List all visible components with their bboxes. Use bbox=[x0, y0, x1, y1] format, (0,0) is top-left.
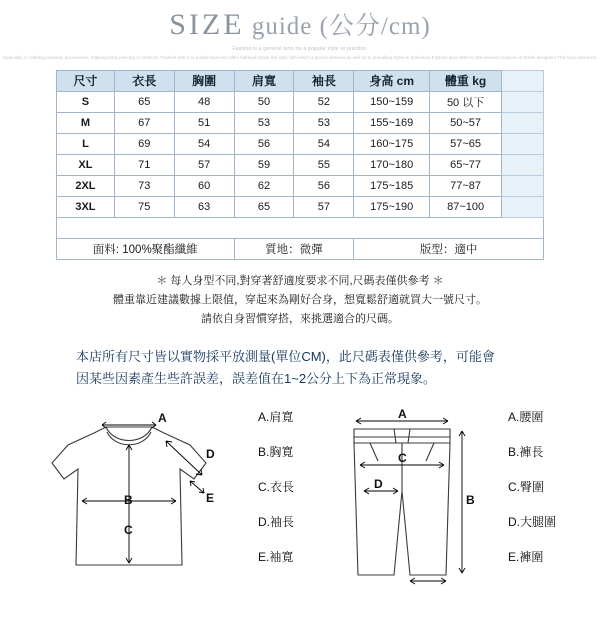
page-header bbox=[0, 0, 600, 62]
size-table-wrapper bbox=[56, 70, 544, 260]
cell-shoulder: 59 bbox=[234, 154, 294, 175]
cell-blank bbox=[502, 91, 544, 112]
th-height: 身高 cm bbox=[354, 70, 430, 91]
shirt-legend-d: D.袖長 bbox=[258, 515, 295, 529]
cell-bust: 63 bbox=[174, 196, 234, 217]
header-tagline-1: Fashion is a general term for a popular style or practice. bbox=[232, 46, 368, 52]
header-tagline-2: especially in clothing,footwear, accessories, makeup,body piercing or furniture. Fashion refers to a distinctive and often habitual trends the style with which a person dresses,as well as to prevailing styles in behaviour.Fashion also refers to the newest creations of textile designers.The horizontal term. bbox=[2, 55, 598, 60]
shirt-legend-e: E.袖寬 bbox=[258, 550, 294, 564]
cell-length: 65 bbox=[114, 91, 174, 112]
cell-size: L bbox=[57, 133, 115, 154]
table-footer-row bbox=[57, 238, 544, 259]
cell-length: 75 bbox=[114, 196, 174, 217]
th-bust: 胸圍 bbox=[174, 70, 234, 91]
cell-size: M bbox=[57, 112, 115, 133]
table-row bbox=[57, 133, 544, 154]
pants-diagram bbox=[310, 405, 505, 600]
fabric-cell: 面料: 100%聚酯纖維 bbox=[57, 238, 235, 259]
shirt-legend bbox=[258, 411, 294, 586]
pants-marker-b: B bbox=[466, 493, 475, 507]
pants-legend-d: D.大腿圍 bbox=[508, 515, 557, 529]
table-spacer-row bbox=[57, 217, 544, 238]
table-header-row bbox=[57, 70, 544, 91]
page-title bbox=[0, 6, 600, 42]
cell-sleeve: 56 bbox=[294, 175, 354, 196]
cell-shoulder: 53 bbox=[234, 112, 294, 133]
cell-weight: 77~87 bbox=[430, 175, 502, 196]
size-notes bbox=[0, 272, 600, 330]
table-row bbox=[57, 91, 544, 112]
cell-length: 71 bbox=[114, 154, 174, 175]
shirt-diagram bbox=[6, 405, 256, 600]
cell-blank bbox=[502, 196, 544, 217]
cell-shoulder: 56 bbox=[234, 133, 294, 154]
cell-length: 67 bbox=[114, 112, 174, 133]
table-row bbox=[57, 196, 544, 217]
shirt-legend-b: B.胸寬 bbox=[258, 445, 294, 459]
th-blank bbox=[502, 70, 544, 91]
shirt-legend-a: A.肩寬 bbox=[258, 410, 294, 424]
pants-legend-c: C.臀圍 bbox=[508, 480, 545, 494]
page-title-main: SIZE bbox=[169, 8, 245, 41]
cell-height: 175~185 bbox=[354, 175, 430, 196]
cell-weight: 50~57 bbox=[430, 112, 502, 133]
cell-length: 73 bbox=[114, 175, 174, 196]
pants-legend bbox=[508, 411, 556, 586]
texture-cell: 質地：微彈 bbox=[234, 238, 354, 259]
disclaimer-line-1: 本店所有尺寸皆以實物採平放測量(單位CM)，此尺碼表僅供參考，可能會 bbox=[76, 348, 495, 364]
size-table bbox=[56, 70, 544, 260]
shirt-marker-a: A bbox=[158, 411, 167, 425]
th-shoulder: 肩寬 bbox=[234, 70, 294, 91]
cell-height: 155~169 bbox=[354, 112, 430, 133]
cell-blank bbox=[502, 175, 544, 196]
fit-cell: 版型：適中 bbox=[354, 238, 544, 259]
cell-weight: 87~100 bbox=[430, 196, 502, 217]
pants-legend-b: B.褲長 bbox=[508, 445, 544, 459]
shirt-marker-b: B bbox=[124, 493, 133, 507]
cell-blank bbox=[502, 133, 544, 154]
page-title-sub: guide (公分/cm) bbox=[244, 13, 431, 40]
cell-shoulder: 50 bbox=[234, 91, 294, 112]
cell-blank bbox=[502, 112, 544, 133]
disclaimer-line-2: 因某些因素產生些許誤差，誤差值在1~2公分上下為正常現象。 bbox=[76, 371, 437, 387]
pants-marker-d: D bbox=[374, 477, 383, 491]
shirt-marker-e: E bbox=[206, 491, 215, 505]
cell-bust: 57 bbox=[174, 154, 234, 175]
cell-size: 3XL bbox=[57, 196, 115, 217]
cell-sleeve: 57 bbox=[294, 196, 354, 217]
th-sleeve: 袖長 bbox=[294, 70, 354, 91]
measurement-disclaimer bbox=[76, 346, 524, 392]
shirt-marker-c: C bbox=[124, 523, 133, 537]
spacer-cell bbox=[57, 217, 544, 238]
cell-blank bbox=[502, 154, 544, 175]
th-length: 衣長 bbox=[114, 70, 174, 91]
pants-marker-c: C bbox=[398, 451, 407, 465]
pants-legend-e: E.褲圍 bbox=[508, 550, 544, 564]
cell-sleeve: 52 bbox=[294, 91, 354, 112]
note-line-2: 體重靠近建議數據上限值，穿起來為剛好合身，想寬鬆舒適就買大一號尺寸。 bbox=[113, 294, 487, 306]
th-size: 尺寸 bbox=[57, 70, 115, 91]
shirt-marker-d: D bbox=[206, 447, 215, 461]
note-line-1: ＊ 每人身型不同,對穿著舒適度要求不同,尺碼表僅供參考 ＊ bbox=[156, 274, 444, 287]
table-row bbox=[57, 175, 544, 196]
cell-height: 160~175 bbox=[354, 133, 430, 154]
pants-legend-a: A.腰圍 bbox=[508, 410, 544, 424]
note-line-3: 請依自身習慣穿搭，來挑選適合的尺碼。 bbox=[201, 313, 399, 326]
cell-shoulder: 62 bbox=[234, 175, 294, 196]
cell-bust: 54 bbox=[174, 133, 234, 154]
cell-height: 150~159 bbox=[354, 91, 430, 112]
cell-shoulder: 65 bbox=[234, 196, 294, 217]
pants-svg bbox=[310, 405, 505, 595]
cell-weight: 50 以下 bbox=[430, 91, 502, 112]
cell-sleeve: 55 bbox=[294, 154, 354, 175]
th-weight: 體重 kg bbox=[430, 70, 502, 91]
shirt-legend-c: C.衣長 bbox=[258, 480, 295, 494]
cell-weight: 65~77 bbox=[430, 154, 502, 175]
cell-size: S bbox=[57, 91, 115, 112]
cell-length: 69 bbox=[114, 133, 174, 154]
cell-size: XL bbox=[57, 154, 115, 175]
cell-bust: 60 bbox=[174, 175, 234, 196]
table-row bbox=[57, 154, 544, 175]
cell-sleeve: 54 bbox=[294, 133, 354, 154]
cell-bust: 51 bbox=[174, 112, 234, 133]
table-row bbox=[57, 112, 544, 133]
cell-weight: 57~65 bbox=[430, 133, 502, 154]
pants-marker-a: A bbox=[398, 407, 407, 421]
cell-height: 175~190 bbox=[354, 196, 430, 217]
cell-size: 2XL bbox=[57, 175, 115, 196]
cell-height: 170~180 bbox=[354, 154, 430, 175]
cell-sleeve: 53 bbox=[294, 112, 354, 133]
measurement-diagrams bbox=[0, 405, 600, 595]
cell-bust: 48 bbox=[174, 91, 234, 112]
